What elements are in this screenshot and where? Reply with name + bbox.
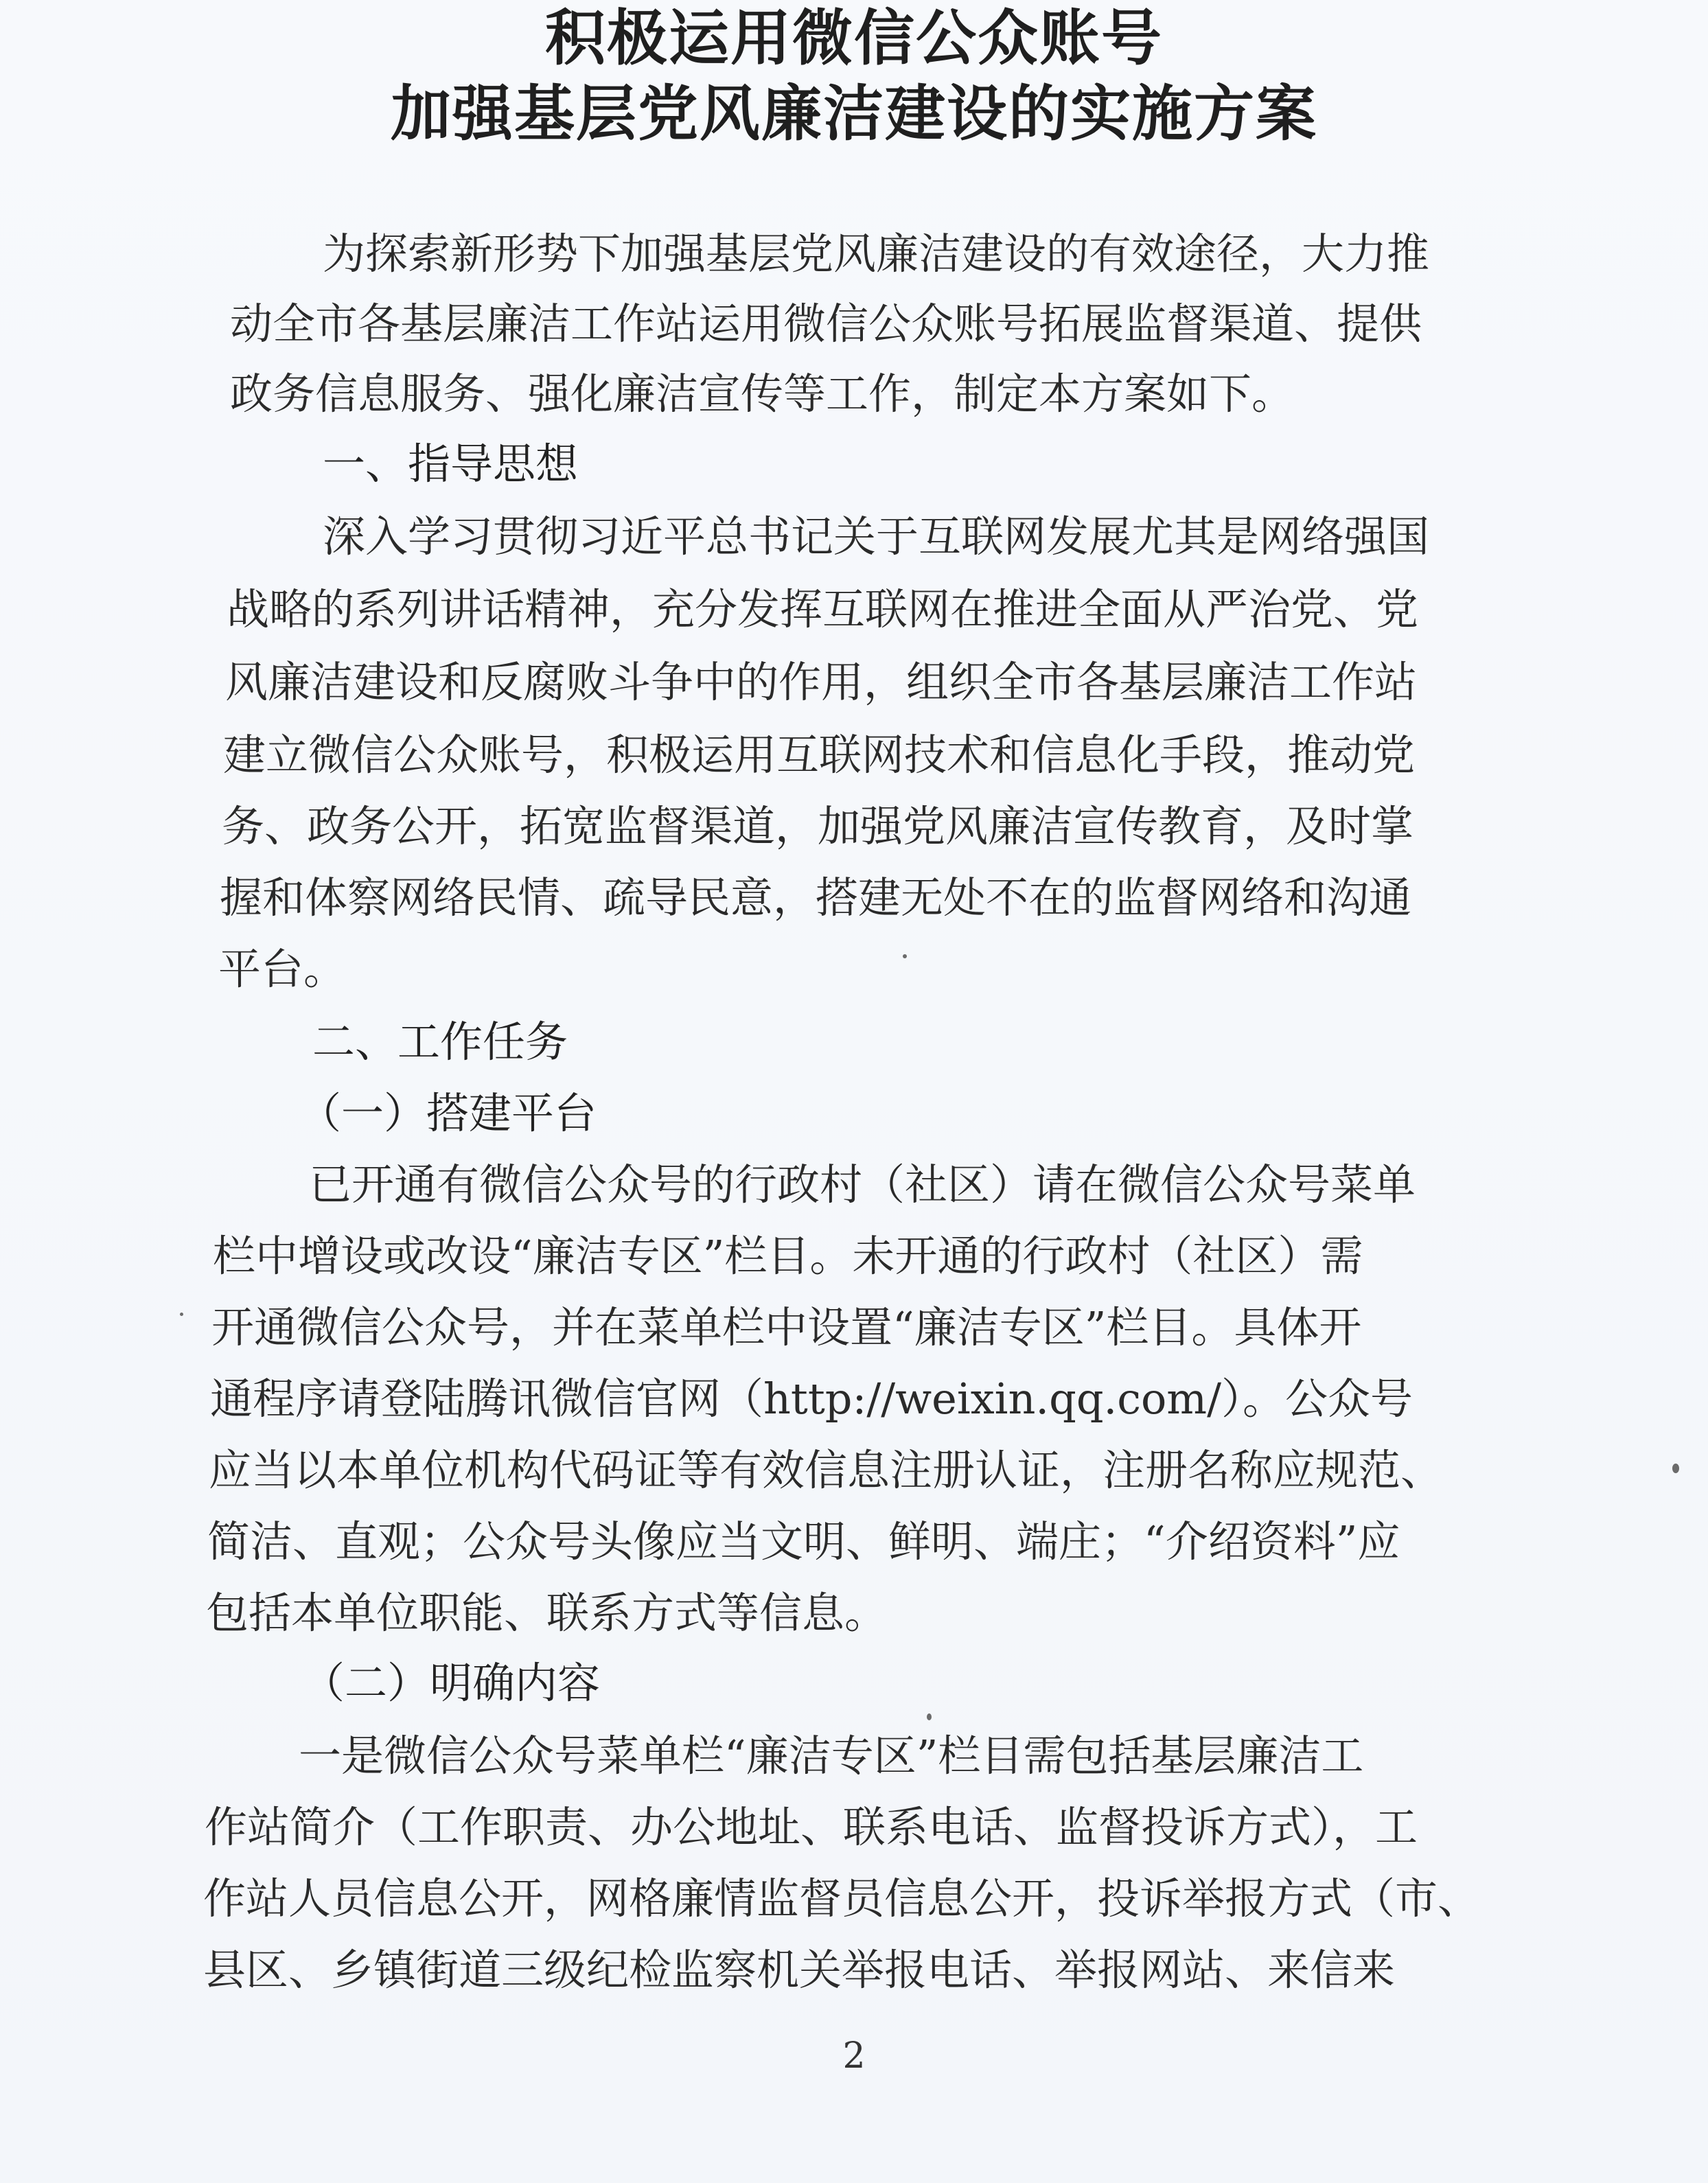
body-line: 已开通有微信公众号的行政村（社区）请在微信公众号菜单 (309, 1159, 1416, 1210)
scan-speck (1672, 1464, 1679, 1473)
body-line: 一是微信公众号菜单栏“廉洁专区”栏目需包括基层廉洁工 (299, 1731, 1364, 1781)
body-line: 简洁、直观；公众号头像应当文明、鲜明、端庄；“介绍资料”应 (207, 1516, 1400, 1567)
section-heading-guiding-ideology: 一、指导思想 (323, 439, 579, 489)
body-line: 作站简介（工作职责、办公地址、联系电话、监督投诉方式），工 (205, 1802, 1418, 1852)
body-line: 务、政务公开，拓宽监督渠道，加强党风廉洁宣传教育，及时掌 (222, 801, 1414, 851)
body-line: 为探索新形势下加强基层党风廉洁建设的有效途径，大力推 (323, 229, 1430, 279)
body-line: 建立微信公众账号，积极运用互联网技术和信息化手段，推动党 (223, 730, 1416, 780)
section-heading-work-tasks: 二、工作任务 (312, 1017, 568, 1067)
subsection-heading-build-platform: （一）搭建平台 (299, 1088, 597, 1138)
body-line: 开通微信公众号，并在菜单栏中设置“廉洁专区”栏目。具体开 (211, 1302, 1362, 1352)
body-line: 握和体察网络民情、疏导民意，搭建无处不在的监督网络和沟通 (220, 873, 1412, 923)
scan-speck (927, 1713, 932, 1720)
body-line: 战略的系列讲话精神，充分发挥互联网在推进全面从严治党、党 (227, 584, 1419, 634)
body-line: 风廉洁建设和反腐败斗争中的作用，组织全市各基层廉洁工作站 (225, 657, 1418, 707)
body-line: 动全市各基层廉洁工作站运用微信公众账号拓展监督渠道、提供 (230, 299, 1422, 349)
body-line: 包括本单位职能、联系方式等信息。 (206, 1588, 888, 1638)
body-line: 平台。 (218, 944, 347, 994)
body-line: 通程序请登陆腾讯微信官网（http://weixin.qq.com/）。公众号 (210, 1374, 1413, 1424)
body-line: 应当以本单位机构代码证等有效信息注册认证，注册名称应规范、 (209, 1445, 1444, 1495)
body-line: 县区、乡镇街道三级纪检监察机关举报电话、举报网站、来信来 (203, 1945, 1396, 1995)
body-line: 栏中增设或改设“廉洁专区”栏目。未开通的行政村（社区）需 (213, 1231, 1363, 1281)
scan-speck (180, 1313, 183, 1316)
subsection-heading-define-content: （二）明确内容 (302, 1658, 601, 1708)
document-title-line-2: 加强基层党风廉洁建设的实施方案 (390, 78, 1317, 149)
body-line: 深入学习贯彻习近平总书记关于互联网发展尤其是网络强国 (323, 511, 1430, 562)
scan-speck (903, 954, 907, 958)
document-title-line-1: 积极运用微信公众账号 (544, 2, 1163, 73)
page-number: 2 (842, 2035, 866, 2077)
body-line: 作站人员信息公开，网格廉情监督员信息公开，投诉举报方式（市、 (203, 1873, 1481, 1924)
body-line: 政务信息服务、强化廉洁宣传等工作，制定本方案如下。 (230, 369, 1295, 419)
